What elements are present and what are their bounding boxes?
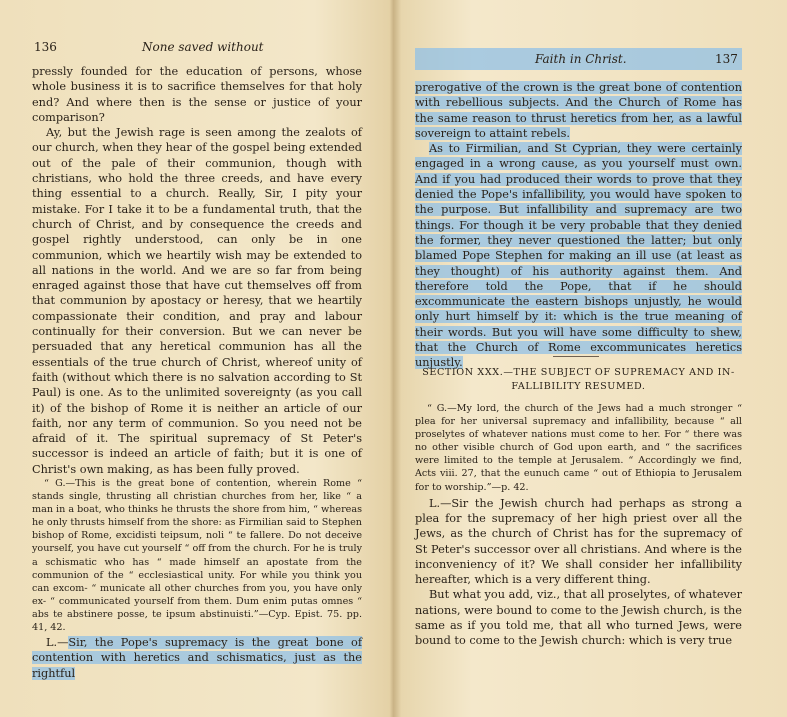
right-running-head: Faith in Christ. <box>535 52 627 66</box>
paragraph: L.—Sir the Jewish church had perhaps as strong a plea for the supremacy of her high priest over all the Jews, as the church of Christ has for the supremacy of St Peter's successor over all christians. And where is the inconveniency of it? We shall consider her infallibility hereafter, which is a very different thing. <box>415 496 742 587</box>
highlighted-paragraph[interactable] <box>415 80 742 141</box>
highlight[interactable]: prerogative of the crown is the great bone of contention with rebellious subjects. And the Church of Rome has the same reason to thrust heretics from her, as a lawful sovereign to attaint rebels. <box>415 81 742 140</box>
speaker-label: L.— <box>46 636 69 650</box>
paragraph: But what you add, viz., that all proselytes, of whatever nations, were bound to come to the Jewish church, is the same as if you told me, that all who turned Jews, were bound to come to the Jewish church: which is very true <box>415 588 742 648</box>
left-page-number: 136 <box>34 40 57 54</box>
paragraph: Ay, but the Jewish rage is seen among the zealots of our church, when they hear of the gospel being extended out of the pale of their communion, though with christians, who hold the three creeds, and have every thing essential to a church. Really, Sir, I pity your mistake. For I take it to be a fundamental truth, that the church of Christ, and by consequence the creeds and gospel rightly understood, can only be in one communion, which we heartily wish may be extended to all nations in the world. And we are so far from being enraged against those that have cut themselves off from that communion by apostacy or heresy, that we heartily compassionate their condition, and pray and labour continually for their conversion. But we can never be persuaded that any heretical communion has all the essentials of the true church of Christ, whereof unity of faith (without which there is no salvation according to St Paul) is one. As to the unlimited sovereignty (as you call it) of the bishop of Rome it is neither an article of our faith, nor any term of communion. So you need not be afraid of it. The spiritual supremacy of St Peter's successor is indeed an article of faith; but it is one of Christ's own making, as has been fully proved. <box>32 126 362 476</box>
quote-text: “ G.—This is the great bone of contention, wherein Rome “ stands single, thrusting all christian churches from her, like “ a man in a boat, who thinks he thrusts the shore from him, “ whereas he only thrusts himself from the shore: as Firmilian said to Stephen bishop of Rome, excidisti teipsum, noli “ te fallere. Do not deceive yourself, you have cut yourself “ off from the church. For he is truly a schismatic who has “ made himself an apostate from the communion of the “ ecclesiastical unity. For while you think you can excom- “ municate all other churches from you, you have only ex- “ communicated yourself from them. Dum enim putas omnes “ abs te abstinere posse, te ipsum abstinuisti.”—Cyp. Epist. 75. pp. 41, 42. <box>32 478 362 634</box>
left-body <box>32 64 362 681</box>
section-heading <box>415 366 742 394</box>
left-page <box>0 0 393 717</box>
right-body <box>415 80 742 371</box>
highlight[interactable]: Sir, the Pope's supremacy is the great bone of contention with heretics and schismatics, just as the rightful <box>32 636 362 680</box>
section-heading-line: FALLIBILITY RESUMED. <box>511 381 646 392</box>
section-heading-line: SECTION XXX.—THE SUBJECT OF SUPREMACY AND IN- <box>422 367 735 378</box>
right-quote <box>415 402 742 494</box>
right-page <box>393 0 787 717</box>
paragraph: pressly founded for the education of persons, whose whole business it is to sacrifice themselves for that holy end? And where then is the sense or justice of your comparison? <box>32 65 362 124</box>
left-running-head: None saved without <box>142 40 264 54</box>
highlighted-paragraph[interactable] <box>415 141 742 370</box>
quote-text: “ G.—My lord, the church of the Jews had a much stronger “ plea for her universal supremacy and infallibility, because “ all proselytes of whatever nations must come to her. For “ there was no other visible church of God upon earth, and “ the sacrifices were limited to the temple at Jerusalem. “ Accordingly we find, Acts viii. 27, that the eunuch came “ out of Ethiopia to Jerusalem for to worship.”—p. 42. <box>415 403 742 493</box>
right-body-lower <box>415 402 742 649</box>
left-quote <box>32 477 362 634</box>
right-page-number: 137 <box>715 52 738 66</box>
highlight[interactable]: As to Firmilian, and St Cyprian, they were certainly engaged in a wrong cause, as you yourself must own. And if you had produced their words to prove that they denied the Pope's infallibility, you would have spoken to the purpose. But infallibility and supremacy are two things. For though it be very probable that they denied the former, they never questioned the latter; but only blamed Pope Stephen for making an ill use (at least as they thought) of his authority against them. And therefore told the Pope, that if he should excommunicate the eastern bishops unjustly, he would only hurt himself by it: which is the true meaning of their words. But you will have some difficulty to shew, that the Church of Rome excommunicates heretics unjustly. <box>415 142 742 370</box>
highlighted-paragraph[interactable] <box>32 635 362 681</box>
section-divider <box>553 356 599 357</box>
